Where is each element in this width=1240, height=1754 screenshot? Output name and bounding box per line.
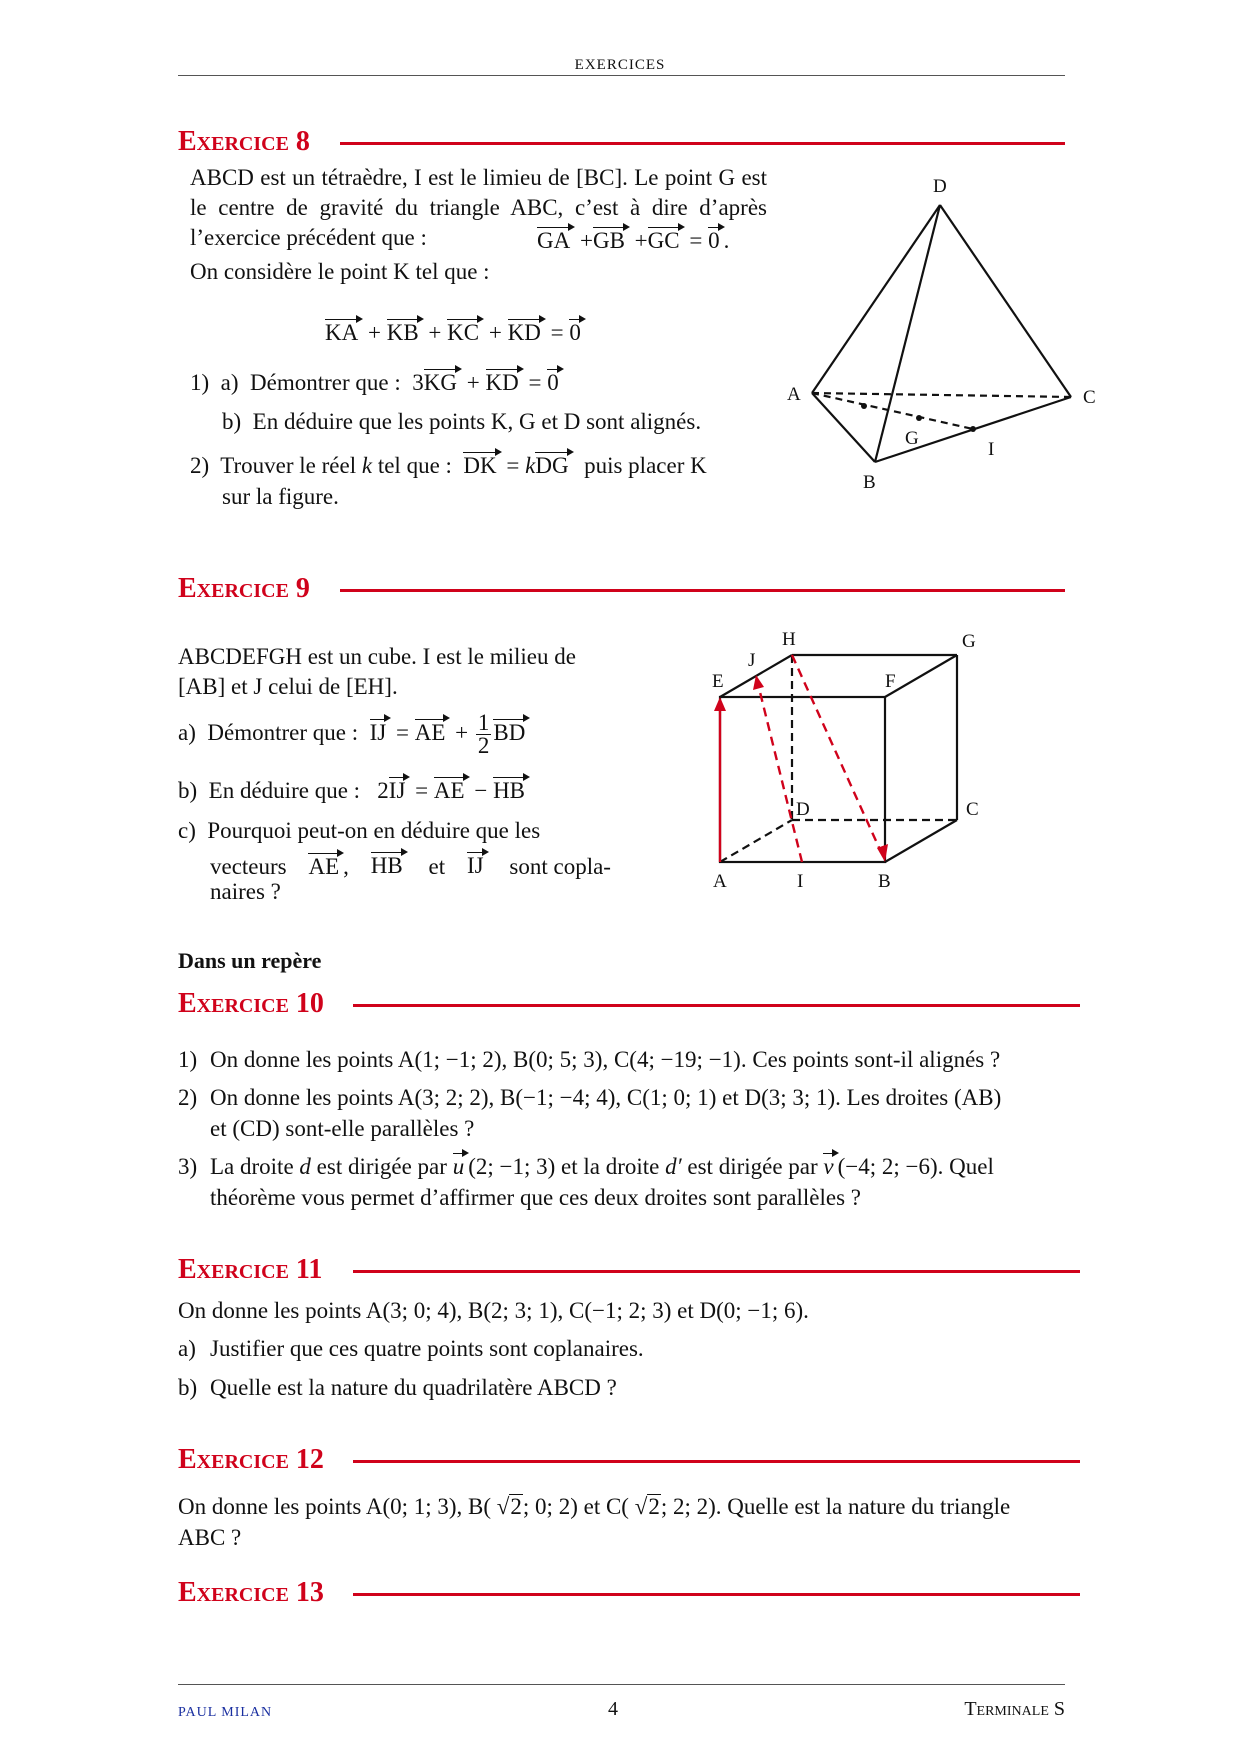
vector-gb: GB	[592, 228, 625, 253]
exercise-12-title: Exercice 12	[178, 1444, 324, 1475]
vector-hb: HB	[371, 852, 403, 882]
point-i	[970, 426, 976, 432]
front-face	[720, 697, 885, 862]
ex10-item-3-dprime: d′	[665, 1154, 682, 1179]
edge-dc	[940, 205, 1071, 397]
ex8-consider: On considère le point K tel que :	[190, 259, 490, 284]
exercise-8-title: Exercice 8	[178, 126, 310, 157]
label-b: B	[878, 871, 891, 892]
ex9-qc-text2: vecteurs	[210, 854, 287, 879]
vector-ij: IJ	[369, 719, 387, 745]
vector-zero: 0	[547, 370, 559, 395]
exercise-13-title: Exercice 13	[178, 1577, 324, 1608]
page-number: 4	[608, 1698, 618, 1720]
label-a: A	[787, 384, 801, 405]
fraction-den: 2	[477, 733, 490, 758]
vector-dk: DK	[463, 453, 497, 478]
ex9-qc-text1: Pourquoi peut-on en déduire que les	[207, 818, 541, 843]
fraction-half	[476, 712, 492, 757]
edge-ac	[812, 393, 1071, 397]
vector-kd: KD	[485, 370, 519, 395]
ex9-intro: ABCDEFGH est un cube. I est le milieu de [AB] et J celui de [EH].	[178, 644, 576, 699]
vector-zero: 0	[569, 320, 581, 345]
vector-ga: GA	[537, 228, 571, 253]
ex9-qb-coef: 2	[377, 778, 389, 803]
exercise-11-rule	[353, 1270, 1080, 1273]
label-d: D	[796, 799, 810, 820]
footer-rule	[178, 1684, 1065, 1685]
ex8-q1-sub-a: a)	[220, 370, 239, 395]
ex10-item-2-num: 2)	[178, 1085, 198, 1110]
ex8-q1-sub-b: b)	[222, 409, 242, 434]
ex8-q1b	[222, 407, 701, 437]
ex9-qa-label: a)	[178, 719, 196, 745]
vector-hb-arrow	[792, 655, 881, 852]
label-c: C	[1083, 387, 1096, 408]
ex8-q1a-coef: 3	[412, 370, 424, 395]
ex8-q2-k: k	[361, 453, 373, 478]
exercise-10-title: Exercice 10	[178, 988, 324, 1019]
edge-ad	[720, 820, 792, 862]
ex11-item-a	[178, 1334, 644, 1364]
ex8-q2-text3: puis placer K	[584, 453, 707, 478]
ex9-qa-text: Démontrer que :	[207, 719, 359, 745]
ex8-q2-text1: Trouver le réel	[220, 453, 357, 478]
ex12-text: On donne les points A(0; 1; 3), B( √2; 0; 2) et C( √2; 2; 2). Quelle est la nature du triangle	[178, 1494, 1011, 1519]
vector-bd: BD	[493, 719, 526, 745]
ex11-item-a-text: Justifier que ces quatre points sont coplanaires.	[210, 1336, 644, 1361]
footer-author: PAUL MILAN	[178, 1705, 273, 1720]
vector-zero: 0	[708, 228, 720, 253]
exercise-8-rule	[340, 142, 1065, 145]
ex12-t1: On donne les points A(0; 1; 3), B(	[178, 1494, 492, 1519]
ex11-item-b-text: Quelle est la nature du quadrilatère ABCD ?	[210, 1375, 617, 1400]
ex11-item-a-label: a)	[178, 1336, 196, 1361]
vector-ae: AE	[414, 719, 446, 745]
ex11-item-b	[178, 1373, 617, 1403]
ex8-q2-k-2: k	[525, 453, 536, 478]
vector-v: v	[823, 1154, 834, 1179]
exercise-11-title: Exercice 11	[178, 1254, 323, 1285]
ex9-qc-text3: sont copla-	[509, 854, 611, 879]
label-i: I	[988, 439, 995, 460]
ex10-item-2-text: On donne les points A(3; 2; 2), B(−1; −4; 4), C(1; 0; 1) et D(3; 3; 1). Les droites (AB)	[210, 1085, 1002, 1110]
ex8-q1-num: 1)	[190, 370, 210, 395]
ex12-sqrt1: 2	[510, 1494, 522, 1519]
label-j: J	[748, 650, 756, 671]
ex9-qc-label: c)	[178, 818, 196, 843]
label-b: B	[863, 472, 876, 493]
label-g: G	[905, 428, 919, 449]
label-a: A	[713, 871, 727, 892]
vector-ij: IJ	[388, 778, 406, 803]
exercise-12-rule	[353, 1460, 1080, 1463]
exercise-9-title: Exercice 9	[178, 573, 310, 604]
ex10-item-1	[178, 1045, 1065, 1075]
ex9-qc-line2: vecteurs AE , HB et IJ sont copla-	[210, 852, 611, 882]
label-i: I	[797, 871, 804, 892]
label-g: G	[962, 631, 976, 652]
header-rule	[178, 75, 1065, 76]
fraction-num: 1	[477, 710, 490, 735]
ex10-item-3-ucoords: (2; −1; 3) et la droite	[468, 1154, 660, 1179]
vector-kc: KC	[447, 320, 480, 345]
ex12-line2: ABC ?	[178, 1525, 242, 1550]
footer-course: Terminale S	[964, 1698, 1065, 1720]
ex10-item-3-vcoords: (−4; 2; −6). Quel	[837, 1154, 994, 1179]
label-e: E	[712, 671, 724, 692]
ex10-item-3-t3: est dirigée par	[687, 1154, 818, 1179]
vector-u: u	[452, 1154, 465, 1179]
ex11-item-b-label: b)	[178, 1375, 198, 1400]
label-d: D	[933, 176, 947, 197]
label-f: F	[885, 671, 896, 692]
vector-kd: KD	[507, 320, 541, 345]
section-heading: Dans un repère	[178, 948, 322, 973]
vector-kb: KB	[386, 320, 419, 345]
label-c: C	[966, 799, 979, 820]
ex12-t3: ; 2; 2). Quelle est la nature du triangle	[660, 1494, 1011, 1519]
exercise-9-rule	[340, 589, 1065, 592]
ex9-qc-line3: naires ?	[210, 879, 281, 904]
ex9-qc	[178, 816, 611, 846]
vector-ij: IJ	[467, 852, 484, 882]
ex9-qb-text: En déduire que :	[208, 778, 361, 803]
page-header: EXERCICES	[574, 57, 666, 73]
ex12-sqrt2: 2	[648, 1494, 660, 1519]
ex9-qb: b) En déduire que : 2IJ = AE − HB	[178, 778, 526, 803]
ex8-q1a: 1) a) Démontrer que : 3KG + KD = 0	[190, 370, 559, 395]
ex9-qa: a) Démontrer que : IJ = AE + $\frac{1}{2}$ BD	[178, 710, 526, 758]
cube-figure	[700, 625, 1000, 895]
vector-ae: AE	[308, 854, 340, 879]
ex10-item-3	[178, 1152, 994, 1182]
edge-fg	[885, 655, 957, 697]
ex8-q2-line2: sur la figure.	[222, 484, 339, 509]
ex9-qc-and: et	[428, 854, 446, 879]
ex10-item-2-line2: et (CD) sont-elle parallèles ?	[210, 1116, 475, 1141]
median-ai	[812, 393, 973, 429]
vector-dg: DG	[535, 453, 569, 478]
ex10-item-3-line2: théorème vous permet d’affirmer que ces deux droites sont parallèles ?	[210, 1185, 861, 1210]
vector-gc: GC	[647, 228, 680, 253]
edge-ab	[812, 393, 875, 462]
edge-da	[812, 205, 940, 393]
ex8-q2-num: 2)	[190, 453, 210, 478]
vector-kg: KG	[423, 370, 458, 395]
ex10-item-3-t2: est dirigée par	[316, 1154, 447, 1179]
ex8-equation-2: KA + KB + KC + KD = 0	[325, 320, 581, 345]
edge-db	[875, 205, 940, 462]
ex8-q2-text2: tel que :	[377, 453, 452, 478]
ex10-item-2	[178, 1083, 1065, 1113]
exercise-10-rule	[353, 1004, 1080, 1007]
point-mark	[861, 403, 867, 409]
ex8-equation-1: GA +GB +GC = 0 .	[537, 228, 730, 253]
arrowhead-ae	[714, 697, 726, 711]
ex12-t2: ; 0; 2) et C(	[522, 1494, 629, 1519]
ex10-item-1-num: 1)	[178, 1047, 198, 1072]
edge-bc	[885, 820, 957, 862]
ex11-intro: On donne les points A(3; 0; 4), B(2; 3; 1), C(−1; 2; 3) et D(0; −1; 6).	[178, 1298, 809, 1323]
vector-ka: KA	[325, 320, 359, 345]
ex9-qb-label: b)	[178, 778, 198, 803]
label-h: H	[782, 629, 796, 650]
ex10-item-3-num: 3)	[178, 1154, 198, 1179]
ex10-item-1-text: On donne les points A(1; −1; 2), B(0; 5; 3), C(4; −19; −1). Ces points sont-il alignés ?	[210, 1047, 1001, 1072]
point-g	[916, 415, 922, 421]
exercise-13-rule	[353, 1593, 1080, 1596]
vector-hb: HB	[493, 778, 526, 803]
ex8-q1a-text: Démontrer que :	[250, 370, 401, 395]
ex8-q2: 2) Trouver le réel k tel que : DK = kDG puis placer K	[190, 453, 707, 478]
ex8-q1b-text: En déduire que les points K, G et D sont alignés.	[252, 409, 702, 434]
ex10-item-3-t1: La droite	[210, 1154, 294, 1179]
vector-ij-arrow	[758, 684, 802, 862]
ex8-intro: ABCD est un tétraèdre, I est le limieu de [BC]. Le point G est le centre de gravité du triangle ABC, c’est à dire d’après l’exercice précédent que :	[190, 165, 767, 250]
ex10-item-3-d: d	[299, 1154, 311, 1179]
vector-ae: AE	[433, 778, 465, 803]
tetrahedron-figure	[775, 170, 1125, 500]
